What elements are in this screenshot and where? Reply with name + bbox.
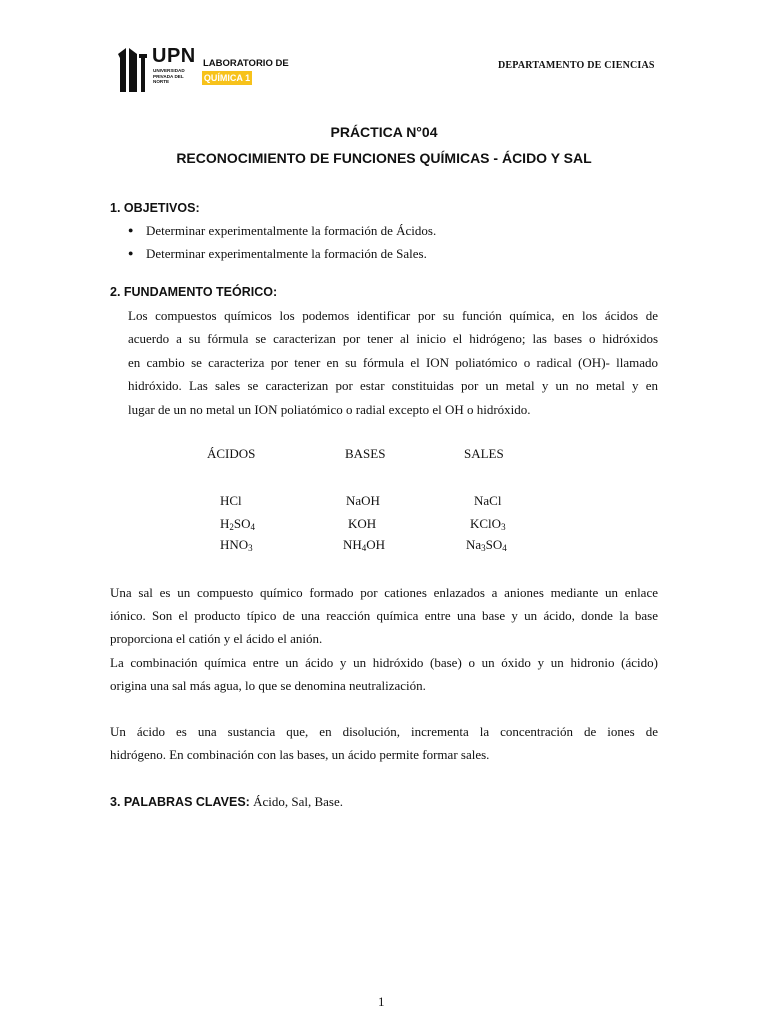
- formula-cell: $HNO_3$: [220, 537, 253, 553]
- paragraph-line: en cambio se caracteriza por tener en su fórmula el ION poliatómico o radical (OH)- llamado: [128, 355, 658, 370]
- formula-cell: HCl: [220, 493, 242, 508]
- formula-cell: $NH_4OH$: [343, 537, 386, 553]
- department-label: DEPARTAMENTO DE CIENCIAS: [498, 60, 655, 71]
- formula-cell: KClO$_3$: [470, 516, 506, 532]
- upn-logo: [116, 46, 296, 94]
- objective-item: [128, 246, 427, 262]
- section-heading-theory: 2. FUNDAMENTO TEÓRICO:: [110, 285, 278, 299]
- formula-cell: NaOH: [346, 493, 380, 508]
- section-heading-objectives: 1. OBJETIVOS:: [110, 201, 200, 215]
- page-number: 1: [378, 994, 385, 1009]
- logo-text: UPN: [152, 45, 196, 67]
- objective-item: [128, 223, 436, 239]
- formula-cell: $Na_3SO_4$: [466, 537, 507, 553]
- lab-subject-badge: QUÍMICA 1: [203, 73, 251, 83]
- objective-text: Determinar experimentalmente la formación de Sales.: [146, 246, 427, 261]
- bullet-icon: ●: [128, 248, 134, 258]
- practice-subtitle: RECONOCIMIENTO DE FUNCIONES QUÍMICAS - ÁCIDO Y SAL: [176, 150, 592, 166]
- keywords-text: Ácido, Sal, Base.: [249, 794, 343, 809]
- formula-cell: KOH: [348, 516, 377, 531]
- paragraph-line: Un ácido es una sustancia que, en disolución, incrementa la concentración de iones de: [110, 724, 658, 739]
- paragraph-line: iónico. Son el producto típico de una reacción química entre una base y un ácido, donde la base: [110, 608, 658, 623]
- formula-cell: $H_2SO_4$: [220, 516, 256, 532]
- table-header-bases: BASES: [345, 446, 386, 461]
- section-heading-keywords: 3. PALABRAS CLAVES: Ácido, Sal, Base.: [110, 794, 343, 809]
- table-header-salts: SALES: [464, 446, 504, 461]
- paragraph-line: hidrógeno. En combinación con las bases, un ácido permite formar sales.: [110, 747, 490, 762]
- paragraph-line: Los compuestos químicos los podemos identificar por su función química, en los ácidos de: [128, 308, 658, 323]
- formula-cell: NaCl: [474, 493, 502, 508]
- bullet-icon: ●: [128, 225, 134, 235]
- logo-subtext: UNIVERSIDAD PRIVADA DEL NORTE: [153, 68, 185, 85]
- paragraph-line: acuerdo a su fórmula se caracterizan por tener al inicio el hidrógeno; las bases o hidróxidos: [128, 331, 658, 346]
- practice-title: PRÁCTICA N°04: [330, 124, 438, 140]
- paragraph-line: lugar de un no metal un ION poliatómico o radial excepto el OH o hidróxido.: [128, 402, 531, 417]
- paragraph-line: origina una sal más agua, lo que se denomina neutralización.: [110, 678, 426, 693]
- objective-text: Determinar experimentalmente la formación de Ácidos.: [146, 223, 437, 238]
- paragraph-line: La combinación química entre un ácido y un hidróxido (base) o un óxido y un hidronio (ácido): [110, 655, 658, 670]
- paragraph-line: proporciona el catión y el ácido el anión.: [110, 631, 323, 646]
- upn-logo-icon: [116, 48, 152, 92]
- lab-label: LABORATORIO DE: [203, 58, 289, 69]
- table-header-acids: ÁCIDOS: [207, 446, 256, 461]
- paragraph-line: Una sal es un compuesto químico formado por cationes enlazados a aniones mediante un enlace: [110, 585, 658, 600]
- paragraph-line: hidróxido. Las sales se caracterizan por estar constituidas por un metal y un no metal y en: [128, 378, 658, 393]
